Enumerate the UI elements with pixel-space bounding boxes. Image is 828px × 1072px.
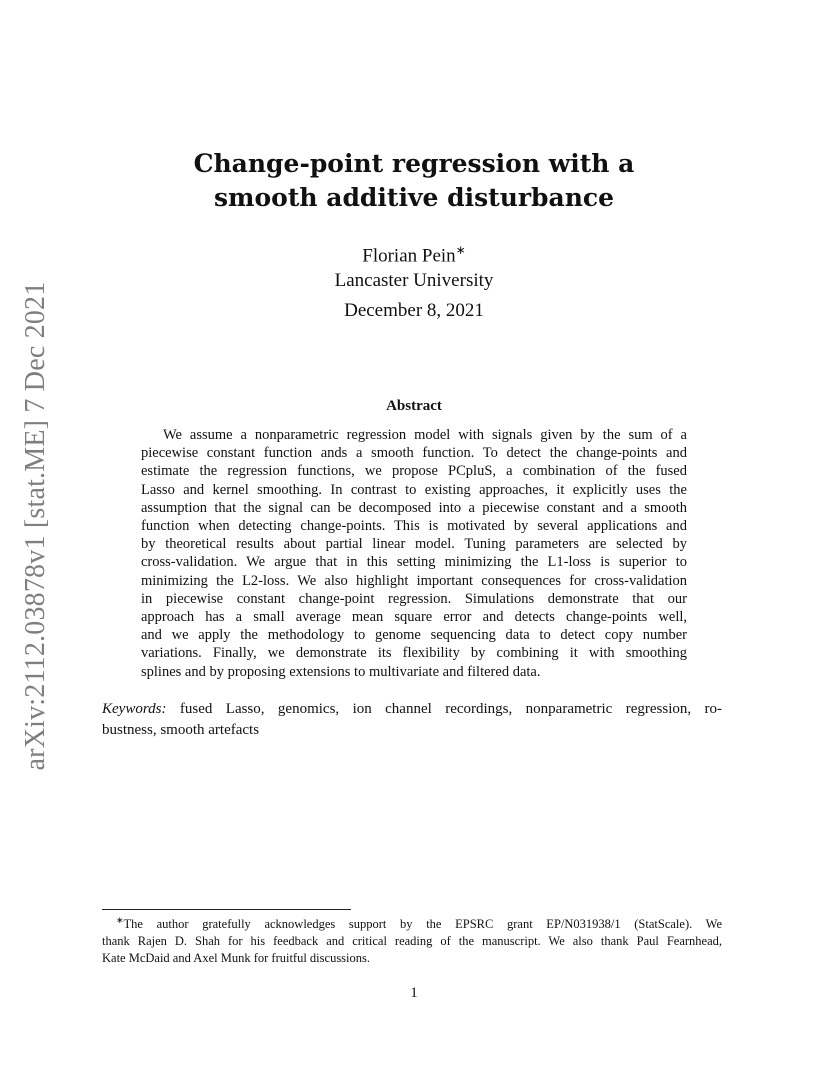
author-name-line bbox=[0, 238, 828, 268]
abstract-line: Lasso and kernel smoothing. In contrast to existing approaches, it explicitly uses the bbox=[141, 481, 687, 498]
abstract-line: splines and by proposing extensions to multivariate and filtered data. bbox=[141, 663, 541, 680]
keywords-text-1: fused Lasso, genomics, ion channel recordings, nonparametric regression, ro- bbox=[179, 701, 723, 717]
title-line-2: smooth additive disturbance bbox=[213, 183, 615, 212]
author-affiliation: Lancaster University bbox=[334, 270, 494, 292]
abstract-line: by theoretical results about partial linear model. Tuning parameters are selected by bbox=[141, 536, 687, 553]
abstract-line: in piecewise constant change-point regression. Simulations demonstrate that our bbox=[141, 590, 687, 607]
abstract-line: variations. Finally, we demonstrate its flexibility by combining it with smoothing bbox=[141, 645, 687, 662]
abstract-body bbox=[141, 426, 687, 681]
keywords-block bbox=[102, 699, 722, 741]
keywords-label: Keywords: bbox=[102, 701, 167, 717]
title-line-1: Change-point regression with a bbox=[193, 149, 635, 178]
abstract-line: We assume a nonparametric regression model with signals given by the sum of a bbox=[163, 427, 687, 443]
author-block bbox=[0, 238, 828, 293]
paper-title bbox=[0, 147, 828, 215]
abstract-line: function when detecting change-points. This is motivated by several applications and bbox=[141, 518, 687, 535]
abstract-line: and we apply the methodology to genome sequencing data to detect copy number bbox=[141, 627, 687, 644]
abstract-line: assumption that the signal can be decomposed into a piecewise constant and a smooth bbox=[141, 499, 687, 516]
footnote-line-1 bbox=[102, 912, 722, 933]
abstract-heading: Abstract bbox=[386, 398, 442, 414]
abstract-line: minimizing the L2-loss. We also highlight important consequences for cross-validation bbox=[141, 572, 687, 589]
arxiv-identifier-stamp: arXiv:2112.03878v1 [stat.ME] 7 Dec 2021 bbox=[20, 281, 51, 771]
abstract-line: approach has a small average mean square error and detects change-points well, bbox=[141, 609, 687, 626]
abstract-line: piecewise constant function ands a smooth function. To detect the change-points and bbox=[141, 445, 687, 462]
footnote-line-3: Kate McDaid and Axel Munk for fruitful discussions. bbox=[102, 951, 371, 966]
page-number: 1 bbox=[410, 985, 418, 1001]
keywords-line-2: bustness, smooth artefacts bbox=[102, 722, 260, 738]
abstract-line: estimate the regression functions, we propose PCpluS, a combination of the fused bbox=[141, 463, 687, 480]
author-footnote-mark: ∗ bbox=[455, 243, 466, 257]
abstract-line: cross-validation. We argue that in this setting minimizing the L1-loss is superior to bbox=[141, 554, 687, 571]
paper-date: December 8, 2021 bbox=[344, 300, 484, 321]
footnote-text-1: The author gratefully acknowledges support by the EPSRC grant EP/N031938/1 (StatScale). We bbox=[123, 917, 722, 932]
keywords-line-1 bbox=[102, 699, 722, 720]
author-name: Florian Pein bbox=[362, 245, 456, 267]
footnote-mark: ∗ bbox=[116, 915, 124, 925]
footnote-divider bbox=[102, 909, 351, 910]
footnote-line-2: thank Rajen D. Shah for his feedback and critical reading of the manuscript. We also thank Paul Fearnhead, bbox=[102, 934, 722, 949]
footnote bbox=[102, 912, 722, 967]
